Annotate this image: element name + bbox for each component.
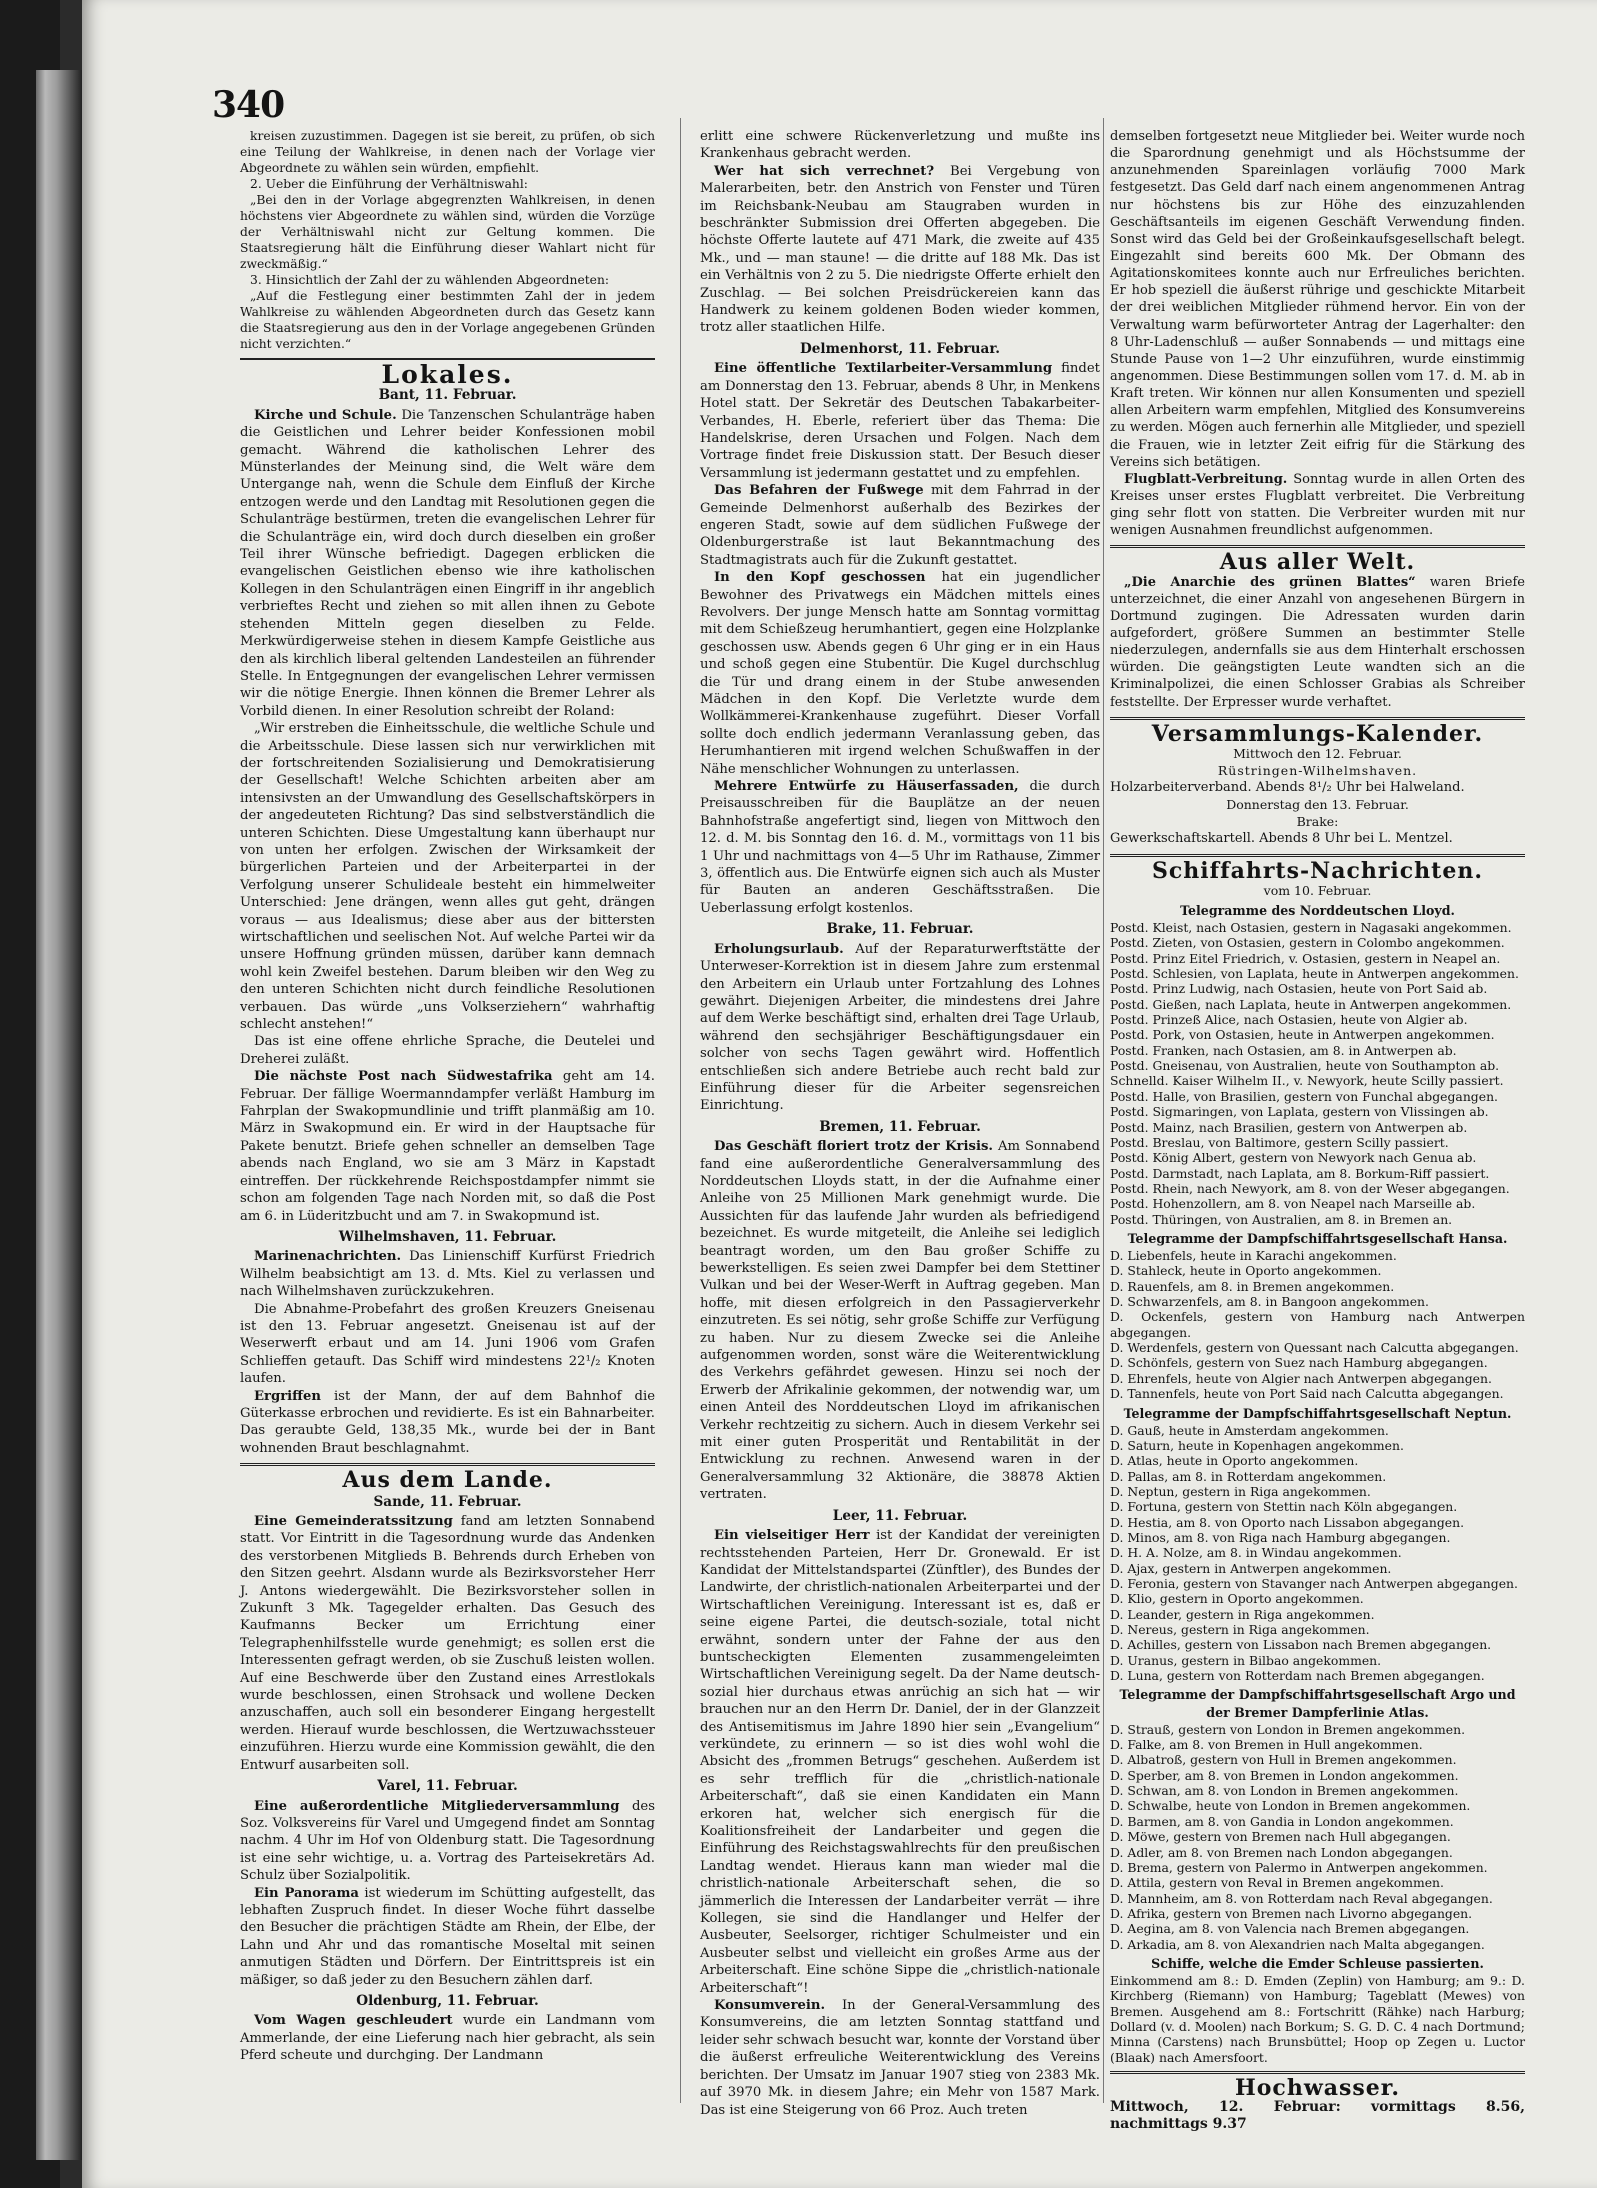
ship-report-line: Postd. Kleist, nach Ostasien, gestern in Nagasaki angekommen. xyxy=(1110,920,1512,936)
article-quote: „Wir erstreben die Einheitsschule, die weltliche Schule und die Arbeitsschule. Diese lassen sich nur verwirklichen mit der fortschreitenden Sozialisierung und Demokratisierung der Gesellschaft! Welche Schichten arbeiten aber am intensivsten an der Umwandlung des Gesellschaftskörpers in der angedeuteten Richtung? Das sind selbstverständlich die unteren Schichten. Diese Umgestaltung kann überhaupt nur von unten her erfolgen. Zwischen der Wirksamkeit der bürgerlichen Parteien und der Arbeiterpartei in der Verfolgung unserer Schulideale besteht ein himmelweiter Unterschied: Jene drängen, wenn alles gut geht, drängen voraus — aus Idealismus; diese aber aus der bittersten wirtschaftlichen und seelischen Not. Auf welche Partei wir da unsere Hoffnung gründen müssen, darüber kann demnach wohl kein Zweifel bestehen. Darum bleiben wir den Weg zu den unteren Schichten nicht durch feindliche Resolutionen verbauen. Das würde „uns Volkserziehern“ wahrhaftig schlecht anstehen!“ xyxy=(240,721,655,1033)
ship-report-line: D. Nereus, gestern in Riga angekommen. xyxy=(1110,1622,1370,1638)
article xyxy=(700,482,1100,569)
article xyxy=(700,360,1100,482)
ship-report-line: D. Barmen, am 8. von Gandia in London angekommen. xyxy=(1110,1813,1454,1829)
ship-report-line: Postd. Halle, von Brasilien, gestern von Funchal abgegangen. xyxy=(1110,1088,1498,1104)
dateline: Oldenburg, 11. Februar. xyxy=(356,1992,539,2009)
ship-list-lloyd xyxy=(1110,920,1525,1227)
ship-report-line: D. Tannenfels, heute von Port Said nach Calcutta abgegangen. xyxy=(1110,1386,1504,1402)
section-rule xyxy=(240,1463,655,1466)
article-body: hat ein jugendlicher Bewohner des Privatwegs ein Mädchen mittels eines Revolvers. Der junge Mensch hatte am Sonntag vormittag mit dem Schießzeug herumhantiert, gegen eine Holzplanke geschossen usw. Abends gegen 6 Uhr ging er in ein Haus und schoß gegen eine Stubentür. Die Kugel durchschlug die Tür und drang einem in der Stube anwesenden Mädchen in den Kopf. Die Verletzte wurde dem Wollkämmerei-Krankenhause zugeführt. Dieser Vorfall sollte doch endlich jedermann Veranlassung geben, das Herumhantieren mit irgend welchen Schußwaffen in der Nähe menschlicher Wohnungen zu unterlassen. xyxy=(700,570,1100,777)
ship-report-line: D. Luna, gestern von Rotterdam nach Bremen abgegangen. xyxy=(1110,1668,1485,1684)
article-body: Auf der Reparaturwerftstätte der Unterweser-Korrektion ist in diesem Jahre zum erstenmal den Arbeitern ein Urlaub unter Fortzahlung des Lohnes gewährt. Diejenigen Arbeiter, die mindestens drei Jahre auf dem Werke beschäftigt sind, erhalten drei Tage Urlaub, während den sechsjähriger Beschäftigungsdauer ein solcher von sechs Tagen gewährt wird. Hoffentlich entschließen sich andere Betriebe auch recht bald zur Einführung dieser für die Arbeiter segensreichen Einrichtung. xyxy=(700,941,1100,1114)
ship-report-line: D. Aegina, am 8. von Valencia nach Bremen abgegangen. xyxy=(1110,1921,1470,1937)
column-1 xyxy=(240,128,655,2065)
article-body: Sonntag wurde in allen Orten des Kreises unser erstes Flugblatt verbreitet. Die Verbreitung ging sehr flott von statten. Die Verbreiter wurden mit nur wenigen Ausnahmen freundlichst aufgenommen. xyxy=(1110,471,1525,539)
article-body: Die Tanzenschen Schulanträge haben die Geistlichen und Lehrer beider Konfessionen mobil gemacht. Während die katholischen Lehrer des Münsterlandes der Meinung sind, die Welt wäre dem Untergange nah, wenn die Schule dem Einfluß der Kirche entzogen werde und den Landtag mit Resolutionen gegen die Schulanträge bestürmen, treten die evangelischen Lehrer für die Schulanträge ein, wird doch durch dieselben ein großer Teil ihrer Wünsche befriedigt. Dagegen erblicken die evangelischen Geistlichen ebenso wie ihre katholischen Kollegen in den Schulanträgen einen Eingriff in ihr angeblich verbrieftes Recht und ziehen so mit allen ihnen zu Gebote stehenden Mitteln gegen dieselben zu Felde. Merkwürdigerweise stehen in diesem Kampfe Geistliche aus den als kirchlich liberal geltenden Landesteilen an führender Stelle. In Entgegnungen der evangelischen Lehrer vermissen wir die nötige Energie. Ihnen können die Bremer Lehrer als Vorbild dienen. In einer Resolution schreibt der Roland: xyxy=(240,407,655,719)
ship-report-line: Postd. Gießen, nach Laplata, heute in Antwerpen angekommen. xyxy=(1110,996,1512,1012)
article xyxy=(700,778,1100,917)
article xyxy=(700,1527,1100,1997)
telegram-heading: Telegramme der Dampfschiffahrtsgesellschaft Argo und der Bremer Dampferlinie Atlas. xyxy=(1119,1687,1516,1720)
article xyxy=(700,569,1100,778)
section-rule xyxy=(1110,2071,1525,2074)
ship-report-line: Postd. Zieten, von Ostasien, gestern in Colombo angekommen. xyxy=(1110,935,1505,951)
ship-report-line: Postd. Rhein, nach Newyork, am 8. von der Weser abgegangen. xyxy=(1110,1180,1510,1196)
article-headline: Ein Panorama xyxy=(254,1885,359,1901)
article-body: Das Linienschiff Kurfürst Friedrich Wilhelm beabsichtigt am 13. d. Mts. Kiel zu verlassen und nach Wilhelmshaven zurückzukehren. xyxy=(240,1249,656,1300)
ship-report-line: D. Rauenfels, am 8. in Bremen angekommen. xyxy=(1110,1278,1395,1294)
section-heading-schiffahrt: Schiffahrts-Nachrichten. xyxy=(1152,857,1483,884)
article xyxy=(1110,471,1525,540)
article xyxy=(240,1068,655,1225)
dateline: Delmenhorst, 11. Februar. xyxy=(800,340,1000,357)
ship-report-line: Postd. Mainz, nach Brasilien, gestern von Antwerpen ab. xyxy=(1110,1119,1468,1135)
dateline: Sande, 11. Februar. xyxy=(373,1493,522,1510)
ship-report-line: D. Klio, gestern in Oporto angekommen. xyxy=(1110,1591,1364,1607)
article-headline: Wer hat sich verrechnet? xyxy=(714,163,935,179)
ship-report-line: D. Liebenfels, heute in Karachi angekommen. xyxy=(1110,1248,1397,1264)
article xyxy=(240,1798,655,1885)
article-headline: Das Befahren der Fußwege xyxy=(714,483,924,499)
article-headline: In den Kopf geschossen xyxy=(714,570,926,586)
column-2 xyxy=(700,128,1100,2119)
article xyxy=(240,1248,655,1300)
emden-lock-report: Einkommend am 8.: D. Emden (Zeplin) von Hamburg; am 9.: D. Kirchberg (Riemann) von Hamburg; Tageblatt (Mewes) von Bremen. Ausgehend am 8.: Fortschritt (Rähke) nach Harburg; Dollard (v. d. Moolen) nach Borkum; S. G. D. C. 4 nach Dortmund; Minna (Carstens) nach Brunsbüttel; Hoop op Zegen u. Luctor (Blaak) nach Amersfoort. xyxy=(1110,1973,1525,2065)
article-body: waren Briefe unterzeichnet, die einer Anzahl von angesehenen Bürgern in Dortmund zugingen. Die Adressaten wurden darin aufgefordert, größere Summen an bestimmter Stelle niederzulegen, andernfalls sie aus dem Hinterhalt erschossen würden. Die geängstigten Leute wandten sich an die Kriminalpolizei, die einen Schlosser Grabias als Schreiber feststellte. Der Erpresser wurde verhaftet. xyxy=(1110,574,1526,710)
ship-report-line: D. Fortuna, gestern von Stettin nach Köln abgegangen. xyxy=(1110,1499,1458,1515)
article-body: findet am Donnerstag den 13. Februar, abends 8 Uhr, in Menkens Hotel statt. Der Sekretär des Deutschen Tabakarbeiter-Verbandes, H. Eberle, referiert über das Thema: Die Handelskrise, deren Ursachen und Folgen. Nach dem Vortrage findet freie Diskussion statt. Der Besuch dieser Versammlung ist jedermann gestattet und zu empfehlen. xyxy=(700,361,1100,481)
book-binding-edge xyxy=(36,70,82,2160)
ship-report-line: D. Brema, gestern von Palermo in Antwerpen angekommen. xyxy=(1110,1859,1488,1875)
ship-report-line: D. Schwarzenfels, am 8. in Bangoon angekommen. xyxy=(1110,1294,1429,1310)
dateline: Leer, 11. Februar. xyxy=(832,1507,968,1524)
article xyxy=(700,1997,1100,2119)
telegram-heading: Telegramme der Dampfschiffahrtsgesellschaft Neptun. xyxy=(1123,1405,1512,1421)
ship-report-line: D. Schwalbe, heute von London in Bremen angekommen. xyxy=(1110,1798,1471,1814)
article-body: wurde ein Landmann vom Ammerlande, der eine Lieferung nach hier gebracht, als sein Pferd scheute und durchging. Der Landmann xyxy=(240,2013,655,2064)
article-body: In der General-Versammlung des Konsumvereins, die am letzten Sonntag stattfand und leider sehr schwach besucht war, konnte der Vorstand über die äußerst erfreuliche Weiterentwicklung des Vereins berichten. Der Umsatz im Januar 1907 stieg von 2383 Mk. auf 3970 Mk. in diesem Jahre; ein Mehr von 1587 Mark. Das ist eine Steigerung von 66 Proz. Auch treten xyxy=(700,1998,1100,2118)
article-body: Bei Vergebung von Malerarbeiten, betr. den Anstrich von Fenster und Türen im Reichsbank-Neubau am Staugraben wurden in beschränkter Submission drei Offerten abgegeben. Die höchste Offerte lautete auf 471 Mark, die zweite auf 435 Mk., und — man staune! — die dritte auf 188 Mk. Das ist ein Verhältnis von 2 zu 5. Die niedrigste Offerte erhielt den Zuschlag. — Bei solchen Preisdrückereien kann das Handwerk zu keinem goldenen Boden wieder kommen, trotz aller staatlichen Hilfe. xyxy=(700,163,1100,336)
section-rule xyxy=(1110,854,1525,857)
section-subheading: vom 10. Februar. xyxy=(1263,882,1372,898)
ship-report-line: Postd. Gneisenau, von Australien, heute von Southampton ab. xyxy=(1110,1058,1500,1074)
tide-times: Mittwoch, 12. Februar: vormittags 8.56, nachmittags 9.37 xyxy=(1110,2099,1525,2133)
ship-report-line: D. Afrika, gestern von Bremen nach Livorno abgegangen. xyxy=(1110,1905,1473,1921)
ship-report-line: D. Feronia, gestern von Stavanger nach Antwerpen abgegangen. xyxy=(1110,1576,1518,1592)
article-headline: Eine außerordentliche Mitgliederversammlung xyxy=(254,1798,620,1814)
calendar-date: Mittwoch den 12. Februar. xyxy=(1233,745,1402,761)
section-heading-lande: Aus dem Lande. xyxy=(342,1467,553,1494)
article-headline: Erholungsurlaub. xyxy=(714,941,844,957)
article-headline: Das Geschäft floriert trotz der Krisis. xyxy=(714,1139,993,1155)
dateline: Brake, 11. Februar. xyxy=(826,921,974,938)
telegram-heading: Telegramme des Norddeutschen Lloyd. xyxy=(1180,902,1455,918)
section-rule xyxy=(1110,545,1525,548)
ship-report-line: D. Schwan, am 8. von London in Bremen angekommen. xyxy=(1110,1783,1459,1799)
telegram-heading: Telegramme der Dampfschiffahrtsgesellschaft Hansa. xyxy=(1127,1230,1508,1246)
article-body: ist der Kandidat der vereinigten rechtsstehenden Parteien, Herr Dr. Gronewald. Er ist Kandidat der Mittelstandspartei (Zünftler), des Bundes der Landwirte, der christlich-nationalen Arbeiterpartei und der Wirtschaftlichen Vereinigung. Interessant ist es, daß er seine eigene Partei, die deutsch-soziale, total nicht erwähnt, sondern unter der Fahne der aus den buntscheckigten Elementen zusammengeleimten Wirtschaftlichen Vereinigung segelt. Da der Name deutsch-sozial hier durchaus etwas anrüchig an sich hat — wir brauchen nur an den Herrn Dr. Daniel, der in der Glanzzeit des Antisemitismus im Jahre 1890 hier sein „Evangelium“ verkündete, zu erinnern — so ist dies wohl wohl die Absicht des „frommen Betrugs“ geschehen. Außerdem ist es sehr trefflich für die „christlich-nationale Arbeiterschaft“, daß sie einen Kandidaten ein Mann erkoren hat, welcher sich energisch für die Koalitionsfreiheit der Landarbeiter und gegen die Einführung des Reichstagswahlrechts für den preußischen Landtag wendet. Hieraus kann man wieder mal die christlich-nationale Arbeiterschaft sehen, die so jämmerlich die Interessen der Landarbeiter verrät — ihre Kollegen, sie sind die Handlanger und Helfer der Ausbeuter, Seelsorger, richtiger Schulmeister und ein Ausbeuter selbst und vielleicht ein großes Arme aus der Arbeiterschaft. Eine schöne Sippe die „christlich-nationale Arbeiterschaft“! xyxy=(700,1528,1100,1996)
ship-report-line: D. Schönfels, gestern von Suez nach Hamburg abgegangen. xyxy=(1110,1355,1488,1371)
section-heading-kalender: Versammlungs-Kalender. xyxy=(1151,720,1484,747)
article-body: demselben fortgesetzt neue Mitglieder bei. Weiter wurde noch die Sparordnung genehmigt und als Höchstsumme der anzunehmenden Spareinlagen vorläufig 7000 Mark festgesetzt. Das Geld darf nach einem angenommenen Antrag nur höchstens bis zur Höhe des einzuzahlenden Geschäftsanteils im eigenen Geschäft Verwendung finden. Sonst wird das Geld bei der Großeinkaufsgesellschaft belegt. Eingezahlt sind bereits 600 Mk. Der Obmann des Agitationskomitees konnte auch nur Erfreuliches berichten. Er hob speziell die äußerst rührige und geschickte Mitarbeit der drei weiblichen Mitglieder rühmend hervor. Ein von der Verwaltung warm befürworteter Antrag der Lagerhalter: den 8 Uhr-Ladenschluß — außer Sonnabends — und mittags eine Stunde Pause von 1—2 Uhr einzuführen, wurde einstimmig angenommen. Diese Bestimmungen sollen vom 17. d. M. ab in Kraft treten. Wir können nur allen Konsumenten und speziell allen Arbeitern warm empfehlen, Mitglied des Konsumvereins zu werden. Mögen auch fernerhin alle Mitglieder, und speziell die Frauen, wie in letzter Zeit eifrig für die Stärkung des Vereins sich betätigen. xyxy=(1110,129,1525,470)
ship-report-line: D. Möwe, gestern von Bremen nach Hull abgegangen. xyxy=(1110,1829,1451,1845)
intro-line: 2. Ueber die Einführung der Verhältniswahl: xyxy=(250,177,528,191)
section-heading-hochwasser: Hochwasser. xyxy=(1234,2075,1401,2102)
article-body: geht am 14. Februar. Der fällige Woermanndampfer verläßt Hamburg im Fahrplan der Swakopmundlinie und trifft planmäßig am 10. März in Swakopmund ein. Er wird in der Hauptsache für Pakete benutzt. Briefe gehen schneller an demselben Tage abends nach England, wo sie am 3 März in Kapstadt eintreffen. Der rückkehrende Reichspostdampfer nimmt sie schon am folgenden Tage nach Norden mit, so daß die Post am 6. in Lüderitzbucht und am 7. in Swakopmund ist. xyxy=(240,1069,655,1224)
article-body: Die Abnahme-Probefahrt des großen Kreuzers Gneisenau ist den 13. Februar angesetzt. Gneisenau ist auf der Weserwerft erbaut und am 14. Juni 1906 vom Grafen Schlieffen getauft. Das Schiff wird mindestens 22¹/₂ Knoten laufen. xyxy=(240,1301,655,1387)
dateline: Wilhelmshaven, 11. Februar. xyxy=(338,1228,557,1245)
ship-report-line: D. Sperber, am 8. von Bremen in London angekommen. xyxy=(1110,1767,1459,1783)
ship-report-line: Postd. Prinz Ludwig, nach Ostasien, heute von Port Said ab. xyxy=(1110,981,1488,997)
article xyxy=(240,1513,655,1774)
article xyxy=(240,1885,655,1989)
ship-report-line: D. Achilles, gestern von Lissabon nach Bremen abgegangen. xyxy=(1110,1637,1492,1653)
ship-report-line: D. Saturn, heute in Kopenhagen angekommen. xyxy=(1110,1437,1404,1453)
ship-report-line: Postd. Darmstadt, nach Laplata, am 8. Borkum-Riff passiert. xyxy=(1110,1165,1490,1181)
ship-report-line: Postd. Pork, von Ostasien, heute in Antwerpen angekommen. xyxy=(1110,1027,1495,1043)
ship-report-line: D. Uranus, gestern in Bilbao angekommen. xyxy=(1110,1652,1382,1668)
page-number: 340 xyxy=(212,84,285,126)
ship-report-line: D. Pallas, am 8. in Rotterdam angekommen. xyxy=(1110,1468,1387,1484)
ship-report-line: Postd. Thüringen, von Australien, am 8. in Bremen an. xyxy=(1110,1211,1453,1227)
article xyxy=(700,163,1100,337)
ship-report-line: D. Ockenfels, gestern von Hamburg nach Antwerpen abgegangen. xyxy=(1110,1309,1525,1340)
dateline: Bremen, 11. Februar. xyxy=(819,1118,981,1135)
column-3 xyxy=(1110,128,1525,2134)
ship-report-line: Postd. Prinz Eitel Friedrich, v. Ostasien, gestern in Neapel an. xyxy=(1110,950,1501,966)
ship-report-line: D. Falke, am 8. von Bremen in Hull angekommen. xyxy=(1110,1737,1423,1753)
article-headline: Kirche und Schule. xyxy=(254,407,397,423)
ship-report-line: Postd. König Albert, gestern von Newyork nach Genua ab. xyxy=(1110,1150,1477,1166)
ship-report-line: Postd. Prinzeß Alice, nach Ostasien, heute von Algier ab. xyxy=(1110,1012,1468,1028)
article xyxy=(700,941,1100,1115)
ship-report-line: Postd. Franken, nach Ostasien, am 8. in Antwerpen ab. xyxy=(1110,1042,1457,1058)
article xyxy=(240,407,655,720)
ship-report-line: D. Attila, gestern von Reval in Bremen angekommen. xyxy=(1110,1875,1444,1891)
article-body: ist wiederum im Schütting aufgestellt, das lebhaften Zuspruch findet. In dieser Woche führt dasselbe den Besucher die prächtigen Städte am Rhein, der Elbe, der Lahn und Ahr und das romantische Moseltal mit seinen anmutigen Städten und Dörfern. Der Eintrittspreis ist ein mäßiger, so daß jeder zu den Besuchern zählen darf. xyxy=(240,1885,655,1988)
article-headline: Mehrere Entwürfe zu Häuserfassaden, xyxy=(714,779,1019,795)
ship-report-line: D. Strauß, gestern von London in Bremen angekommen. xyxy=(1110,1721,1466,1737)
calendar-place: Rüstringen-Wilhelmshaven. xyxy=(1217,762,1418,778)
article-body: Das ist eine offene ehrliche Sprache, die Deutelei und Dreherei zuläßt. xyxy=(240,1034,655,1067)
ship-report-line: D. Neptun, gestern in Riga angekommen. xyxy=(1110,1484,1371,1500)
ship-list-hansa xyxy=(1110,1248,1525,1401)
column-divider xyxy=(1103,118,1104,2103)
article-headline: Eine öffentliche Textilarbeiter-Versammlung xyxy=(714,361,1053,377)
calendar-place: Brake: xyxy=(1296,814,1339,830)
ship-report-line: D. Stahleck, heute in Oporto angekommen. xyxy=(1110,1263,1382,1279)
ship-report-line: D. Arkadia, am 8. von Alexandrien nach Malta abgegangen. xyxy=(1110,1936,1485,1952)
ship-report-line: D. Ehrenfels, heute von Algier nach Antwerpen abgegangen. xyxy=(1110,1370,1492,1386)
ship-list-neptun xyxy=(1110,1423,1525,1684)
intro-line: „Auf die Festlegung einer bestimmten Zahl der in jedem Wahlkreise zu wählenden Abgeordneten durch das Gesetz kann die Staatsregierung aus den in der Vorlage angegebenen Gründen nicht verzichten.“ xyxy=(240,289,655,351)
article-body: Am Sonnabend fand eine außerordentliche Generalversammlung des Norddeutschen Lloyds statt, in der die Aufnahme einer Anleihe von 25 Millionen Mark genehmigt wurde. Die Aussichten für das laufende Jahr wurden als befriedigend bezeichnet. Es wurde mitgeteilt, die Anleihe sei lediglich beantragt worden, um den Bau großer Schiffe zu bewerkstelligen. Es seien zwei Dampfer bei dem Stettiner Vulkan und bei der Weser-Werft in Auftrag gegeben. Man hoffe, mit diesen erfolgreich in den Passagierverkehr einzutreten. Es sei nötig, sehr große Schiffe zur Verfügung zu haben. Nur zu diesem Zwecke sei die Anleihe aufgenommen worden, sonst wäre die Weiterentwicklung des Verkehrs gefährdet gewesen. Hinzu sei noch der Erwerb der Afrikalinie gekommen, der notwendig war, um einen Anteil des Norddeutschen Lloyd im afrikanischen Verkehr rechtzeitig zu sichern. Auch in diesem Verkehr sei mit einer guten Prosperität und Rentabilität in der Entwicklung zu rechnen. Anwesend waren in der Generalversammlung 32 Aktionäre, die 38878 Aktien vertraten. xyxy=(700,1139,1100,1503)
section-heading-welt: Aus aller Welt. xyxy=(1219,549,1416,576)
ship-report-line: D. Werdenfels, gestern von Quessant nach Calcutta abgegangen. xyxy=(1110,1340,1519,1356)
article-headline: Vom Wagen geschleudert xyxy=(254,2013,453,2029)
dateline: Bant, 11. Februar. xyxy=(378,387,517,404)
article-headline: Konsumverein. xyxy=(714,1998,826,2014)
ship-report-line: Schnelld. Kaiser Wilhelm II., v. Newyork, heute Scilly passiert. xyxy=(1110,1073,1504,1089)
telegram-heading: Schiffe, welche die Emder Schleuse passierten. xyxy=(1151,1955,1484,1971)
ship-report-line: D. Mannheim, am 8. von Rotterdam nach Reval abgegangen. xyxy=(1110,1890,1493,1906)
ship-report-line: Postd. Breslau, von Baltimore, gestern Scilly passiert. xyxy=(1110,1134,1449,1150)
calendar-entry: Holzarbeiterverband. Abends 8¹/₂ Uhr bei Halweland. xyxy=(1110,780,1465,796)
ship-report-line: D. Atlas, heute in Oporto angekommen. xyxy=(1110,1453,1359,1469)
ship-report-line: D. Ajax, gestern in Antwerpen angekommen. xyxy=(1110,1560,1392,1576)
article-headline: Ergriffen xyxy=(254,1388,321,1404)
intro-line: kreisen zuzustimmen. Dagegen ist sie bereit, zu prüfen, ob sich eine Teilung der Wahlkreise, in denen nach der Vorlage vier Abgeordnete zu wählen sein würden, empfiehlt. xyxy=(240,129,655,175)
section-heading-lokales: Lokales. xyxy=(381,360,514,389)
article-body: mit dem Fahrrad in der Gemeinde Delmenhorst außerhalb des Bezirkes der engeren Stadt, sowie auf dem südlichen Fußwege der Oldenburgerstraße ist laut Bekanntmachung des Stadtmagistrats auch für die Zukunft gestattet. xyxy=(700,483,1100,568)
ship-list-argo xyxy=(1110,1722,1525,1952)
calendar-entry: Gewerkschaftskartell. Abends 8 Uhr bei L. Mentzel. xyxy=(1110,831,1453,847)
ship-report-line: Postd. Hohenzollern, am 8. von Neapel nach Marseille ab. xyxy=(1110,1196,1476,1212)
article-body: die durch Preisausschreiben für die Bauplätze an der neuen Bahnhofstraße angefertigt sind, liegen von Mittwoch den 12. d. M. bis Sonntag den 16. d. M., vormittags von 11 bis 1 Uhr und nachmittags von 4—5 Uhr im Rathause, Zimmer 3, öffentlich aus. Die Entwürfe eignen sich auch als Muster für Bauten an anderen Geschäftsstraßen. Die Ueberlassung erfolgt kostenlos. xyxy=(700,779,1100,916)
ship-report-line: Postd. Schlesien, von Laplata, heute in Antwerpen angekommen. xyxy=(1110,966,1519,982)
dateline: Varel, 11. Februar. xyxy=(377,1778,518,1795)
intro-line: 3. Hinsichtlich der Zahl der zu wählenden Abgeordneten: xyxy=(250,273,610,287)
ship-report-line: D. H. A. Nolze, am 8. in Windau angekommen. xyxy=(1110,1545,1402,1561)
article xyxy=(240,1388,655,1458)
ship-report-line: D. Leander, gestern in Riga angekommen. xyxy=(1110,1606,1375,1622)
article xyxy=(700,1138,1100,1504)
ship-report-line: D. Hestia, am 8. von Oporto nach Lissabon abgegangen. xyxy=(1110,1514,1465,1530)
article-headline: Die nächste Post nach Südwestafrika xyxy=(254,1069,553,1085)
article xyxy=(240,2012,655,2064)
ship-report-line: D. Adler, am 8. von Bremen nach London abgegangen. xyxy=(1110,1844,1453,1860)
article-body: des Soz. Volksvereins für Varel und Umgegend findet am Sonntag nachm. 4 Uhr im Hof von Oldenburg statt. Die Tagesordnung ist eine sehr wichtige, u. a. Vortrag des Parteisekretärs Ad. Schulz über Sozialpolitik. xyxy=(240,1798,655,1884)
calendar-date: Donnerstag den 13. Februar. xyxy=(1226,797,1409,813)
article-headline: Flugblatt-Verbreitung. xyxy=(1124,471,1288,487)
article-headline: Marinenachrichten. xyxy=(254,1249,402,1265)
column-divider xyxy=(680,118,681,2103)
intro-line: „Bei den in der Vorlage abgegrenzten Wahlkreisen, in denen höchstens vier Abgeordnete zu wählen sind, würden die Vorzüge der Verhältniswahl nicht zur Geltung kommen. Die Staatsregierung hält die Einführung dieser Wahlart nicht für zweckmäßig.“ xyxy=(240,193,655,271)
article-body: fand am letzten Sonnabend statt. Vor Eintritt in die Tagesordnung wurde das Andenken des verstorbenen Mitglieds B. Behrends durch Erheben von den Sitzen geehrt. Alsdann wurde als Bezirksvorsteher Herr J. Antons wiedergewählt. Die Bezirksvorsteher sollen in Zukunft 3 Mk. Tagegelder erhalten. Das Gesuch des Kaufmanns Becker um Errichtung einer Telegraphenhilfsstelle wurde genehmigt; es sollen erst die Interessenten gefragt werden, ob sie Zuschuß leisten wollen. Auf eine Beschwerde über den Zustand eines Arrestlokals wurde beschlossen, einen Strohsack und wollene Decken anzuschaffen, auch soll ein besonderer Eingang hergestellt werden. Hierauf wurde beschlossen, die Wertzuwachssteuer einzuführen. Hierzu wurde eine Kommission gewählt, die den Entwurf ausarbeiten soll. xyxy=(240,1514,655,1773)
section-rule xyxy=(1110,717,1525,720)
article xyxy=(1110,574,1525,711)
article-body: ist der Mann, der auf dem Bahnhof die Güterkasse erbrochen und revidierte. Es ist ein Bahnarbeiter. Das geraubte Geld, 138,35 Mk., wurde bei der in Bant wohnenden Braut beschlagnahmt. xyxy=(240,1388,656,1456)
article-headline: „Die Anarchie des grünen Blattes“ xyxy=(1124,574,1416,590)
article-headline: Eine Gemeinderatssitzung xyxy=(254,1514,453,1529)
article-body: erlitt eine schwere Rückenverletzung und mußte ins Krankenhaus gebracht werden. xyxy=(700,129,1100,162)
ship-report-line: Postd. Sigmaringen, von Laplata, gestern von Vlissingen ab. xyxy=(1110,1104,1489,1120)
ship-report-line: D. Gauß, heute in Amsterdam angekommen. xyxy=(1110,1422,1389,1438)
ship-report-line: D. Albatroß, gestern von Hull in Bremen angekommen. xyxy=(1110,1752,1457,1768)
ship-report-line: D. Minos, am 8. von Riga nach Hamburg abgegangen. xyxy=(1110,1530,1451,1546)
article-headline: Ein vielseitiger Herr xyxy=(714,1528,870,1544)
